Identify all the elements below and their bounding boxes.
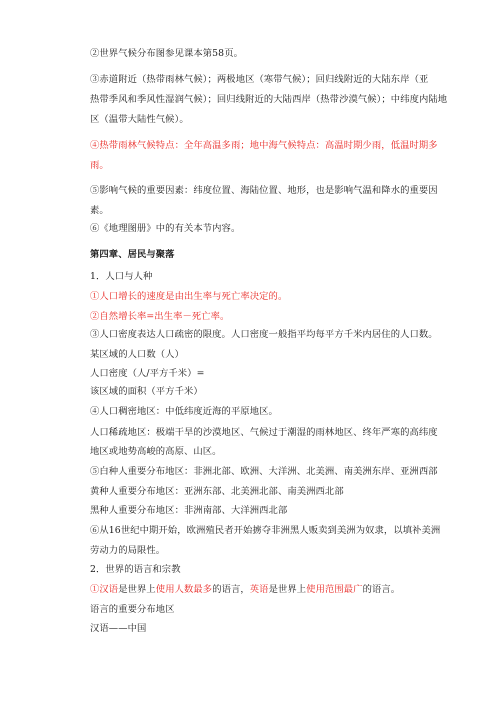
paragraph-climate-regions-2: 热带季风和季风性湿润气候）；回归线附近的大陆西岸（热带沙漠气候）；中纬度内陆地 xyxy=(90,94,448,105)
paragraph-yellow-race: 黄种人重要分布地区：亚洲东部、北美洲北部、南美洲西北部 xyxy=(90,486,344,497)
paragraph-density-def: ③人口密度表达人口疏密的限度。人口密度一般指平均每平方千米内居住的人口数。 xyxy=(90,329,438,340)
circle-number-1: ① xyxy=(90,584,100,595)
paragraph-climate-map: ②世界气候分布图参见课本第58页。 xyxy=(90,48,243,59)
paragraph-climate-regions-1: ③赤道附近（热带雨林气候）；两极地区（寒带气候）；回归线附近的大陆东岸（亚 xyxy=(90,74,429,85)
paragraph-sparse-areas-1: 人口稀疏地区：极端干旱的沙漠地区、气候过于潮湿的雨林地区、终年严寒的高纬度 xyxy=(90,427,438,438)
paragraph-dense-areas: ④人口稠密地区：中低纬度近海的平原地区。 xyxy=(90,406,278,417)
paragraph-natural-growth: ②自然增长率=出生率－死亡率。 xyxy=(90,311,230,322)
paragraph-climate-factors-1: ⑤影响气候的重要因素：纬度位置、海陆位置、地形，也是影响气温和降水的重要因 xyxy=(90,185,438,196)
paragraph-sparse-areas-2: 地区或地势高峻的高原、山区。 xyxy=(90,446,222,457)
paragraph-climate-factors-2: 素。 xyxy=(90,205,109,216)
english-language-term: 英语 xyxy=(249,584,269,595)
paragraph-black-race: 黑种人重要分布地区：非洲南部、大洋洲西北部 xyxy=(90,505,288,516)
paragraph-chinese-china: 汉语——中国 xyxy=(90,623,147,634)
formula-left: 人口密度（人/平方千米）= xyxy=(90,368,205,379)
section-heading-population: 1．人口与人种 xyxy=(90,271,153,282)
paragraph-slave-trade-1: ⑥从16世纪中期开始，欧洲殖民者开始掳夺非洲黑人贩卖到美洲为奴隶，以填补美洲 xyxy=(90,525,441,536)
section-heading-language: 2．世界的语言和宗教 xyxy=(90,564,181,575)
paragraph-atlas: ⑥《地理图册》中的有关本节内容。 xyxy=(90,223,241,234)
paragraph-language-distribution: 语言的重要分布地区 xyxy=(90,604,175,615)
chinese-language-term: 汉语 xyxy=(99,584,119,595)
text-segment: 的语言， xyxy=(212,584,250,595)
paragraph-slave-trade-2: 劳动力的局限性。 xyxy=(90,545,166,556)
text-segment: 是世界上 xyxy=(268,584,307,595)
formula-numerator: 某区域的人口数（人） xyxy=(90,349,184,360)
paragraph-languages xyxy=(90,583,400,596)
formula-denominator: 该区域的面积（平方千米） xyxy=(90,386,203,397)
chapter-heading: 第四章、居民与聚落 xyxy=(90,249,175,260)
paragraph-climate-regions-3: 区（温带大陆性气候）。 xyxy=(90,114,189,125)
paragraph-growth-speed: ①人口增长的速度是由出生率与死亡率决定的。 xyxy=(90,291,288,302)
paragraph-white-race: ⑤白种人重要分布地区：非洲北部、欧洲、大洋洲、北美洲、南美洲东岸、亚洲西部 xyxy=(90,466,438,477)
paragraph-climate-features-2: 雨。 xyxy=(90,160,109,171)
paragraph-climate-features-1: ④热带雨林气候特点：全年高温多雨；地中海气候特点：高温时期少雨，低温时期多 xyxy=(90,140,438,151)
most-speakers-term: 使用人数最多 xyxy=(155,584,213,595)
text-segment: 的语言。 xyxy=(362,584,401,595)
widest-use-term: 使用范围最广 xyxy=(306,584,363,595)
text-segment: 是世界上 xyxy=(118,584,156,595)
